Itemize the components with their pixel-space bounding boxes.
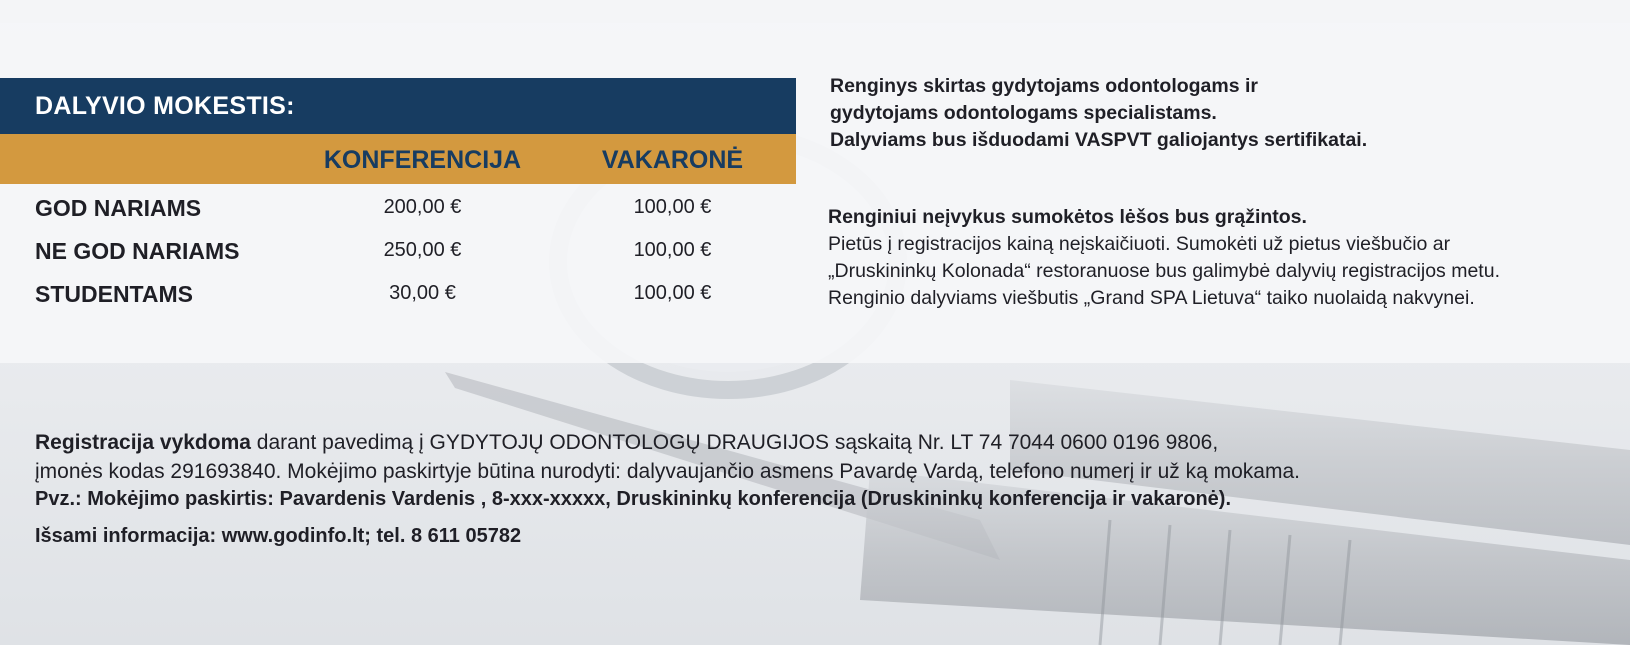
registration-company-code: įmonės kodas 291693840. Mokėjimo paskirtyje būtina nurodyti: dalyvaujančio asmens Pavardę Vardą, telefono numerį ir už ką mokama.: [35, 460, 1300, 483]
registration-lead: Registracija vykdoma: [35, 431, 251, 454]
column-header-evening: VAKARONĖ: [601, 146, 744, 174]
fee-table-header: [0, 78, 796, 134]
registration-account: darant pavedimą į GYDYTOJŲ ODONTOLOGŲ DRAUGIJOS sąskaitą Nr. LT 74 7044 0600 0196 9806,: [250, 431, 1219, 454]
fee-row-label: GOD NARIAMS: [35, 195, 202, 221]
refund-info: [828, 204, 1618, 312]
registration-line: [35, 428, 1615, 457]
fee-conference-price: 30,00 €: [389, 282, 456, 304]
refund-info-line: Renginio dalyviams viešbutis „Grand SPA Lietuva“ taiko nuolaidą nakvynei.: [828, 287, 1475, 309]
fee-row-label: STUDENTAMS: [35, 281, 194, 307]
fee-evening-price: 100,00 €: [633, 239, 712, 261]
refund-title: Renginiui neįvykus sumokėtos lėšos bus grąžintos.: [828, 206, 1307, 228]
fee-row: [0, 189, 796, 225]
fee-row-label: NE GOD NARIAMS: [35, 238, 240, 264]
fee-table-title: DALYVIO MOKESTIS:: [35, 92, 295, 120]
event-info-line: gydytojams odontologams specialistams.: [830, 102, 1217, 124]
fee-table-column-headers: [0, 134, 796, 184]
event-info: [830, 73, 1610, 154]
payment-purpose-example: Pvz.: Mokėjimo paskirtis: Pavardenis Vardenis , 8-xxx-xxxxx, Druskininkų konferencija (Druskininkų konferencija ir vakaronė).: [35, 488, 1232, 510]
fee-row: [0, 232, 796, 268]
registration-info: [35, 428, 1615, 551]
refund-info-line: Pietūs į registracijos kainą neįskaičiuoti. Sumokėti už pietus viešbučio ar: [828, 233, 1451, 255]
fee-conference-price: 200,00 €: [383, 196, 462, 218]
fee-evening-price: 100,00 €: [633, 282, 712, 304]
fee-evening-price: 100,00 €: [633, 196, 712, 218]
column-header-conference: KONFERENCIJA: [323, 146, 522, 174]
fee-row: [0, 275, 796, 311]
contact-info: Išsami informacija: www.godinfo.lt; tel. 8 611 05782: [35, 525, 522, 547]
fee-conference-price: 250,00 €: [383, 239, 462, 261]
event-info-line: Renginys skirtas gydytojams odontologams ir: [830, 75, 1259, 97]
refund-info-line: „Druskininkų Kolonada“ restoranuose bus galimybė dalyvių registracijos metu.: [828, 260, 1500, 282]
event-info-line: Dalyviams bus išduodami VASPVT galiojantys sertifikatai.: [830, 129, 1368, 151]
